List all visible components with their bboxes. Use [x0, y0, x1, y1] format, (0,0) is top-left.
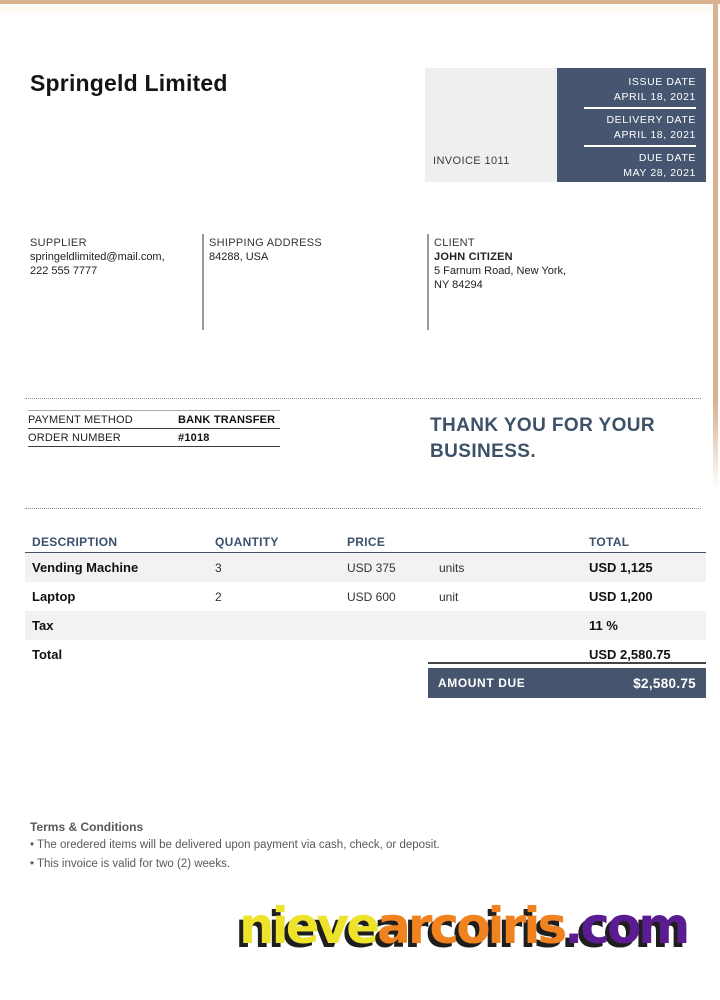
date-divider	[584, 107, 696, 109]
item-description: Laptop	[32, 589, 76, 604]
header-description: DESCRIPTION	[32, 535, 118, 549]
supplier-label: SUPPLIER	[30, 237, 87, 249]
amount-due-bar	[428, 668, 706, 698]
shipping-address-line: 84288, USA	[209, 251, 269, 263]
total-label: Total	[32, 647, 63, 662]
client-label: CLIENT	[434, 237, 475, 249]
payment-method-label: PAYMENT METHOD	[28, 413, 133, 426]
watermark-part-arcoiris: arcoiris	[377, 897, 565, 955]
supplier-email: springeldlimited@mail.com,	[30, 251, 165, 263]
order-number-row	[28, 429, 280, 447]
top-border-glow	[0, 4, 720, 13]
item-price: USD 375	[347, 560, 396, 575]
item-quantity: 3	[215, 560, 222, 575]
client-name: JOHN CITIZEN	[434, 251, 513, 263]
table-row	[25, 582, 706, 611]
items-table-header	[25, 532, 706, 553]
header-quantity: QUANTITY	[215, 535, 279, 549]
company-name: Springeld Limited	[30, 70, 228, 96]
payment-method-row	[28, 411, 280, 429]
terms-line-1: • The oredered items will be delivered upon payment via cash, check, or deposit.	[30, 839, 440, 851]
header-total: TOTAL	[589, 535, 630, 549]
item-price: USD 600	[347, 589, 396, 604]
order-number-label: ORDER NUMBER	[28, 431, 121, 444]
header-price: PRICE	[347, 535, 386, 549]
supplier-block	[30, 236, 195, 278]
items-table	[25, 532, 706, 669]
delivery-date-label: DELIVERY DATE	[606, 114, 696, 126]
watermark-logo	[239, 899, 687, 954]
due-date-value: MAY 28, 2021	[623, 167, 696, 179]
terms-line-2: • This invoice is valid for two (2) weeks.	[30, 858, 231, 870]
order-number-value: #1018	[178, 431, 210, 444]
tax-rate: 11 %	[589, 618, 618, 633]
table-row	[25, 611, 706, 640]
amount-due-value: $2,580.75	[633, 675, 696, 691]
dotted-separator	[25, 398, 701, 399]
amount-due-label: AMOUNT DUE	[438, 676, 526, 690]
date-divider	[584, 145, 696, 147]
shipping-address-block	[209, 236, 399, 264]
item-total: USD 1,125	[589, 560, 653, 575]
grand-total: USD 2,580.75	[589, 647, 671, 662]
column-divider	[202, 234, 204, 330]
thank-you-message: THANK YOU FOR YOUR BUSINESS.	[430, 415, 656, 462]
column-divider	[427, 234, 429, 330]
client-block	[434, 236, 654, 292]
supplier-phone: 222 555 7777	[30, 265, 98, 277]
invoice-number-box	[425, 68, 557, 182]
due-date-label: DUE DATE	[638, 152, 696, 164]
client-address-line2: NY 84294	[434, 279, 483, 291]
watermark-part-com: .com	[564, 897, 688, 955]
issue-date-value: APRIL 18, 2021	[613, 91, 696, 103]
dates-panel	[557, 68, 706, 182]
terms-and-conditions	[30, 819, 650, 874]
dotted-separator	[25, 508, 701, 509]
item-quantity: 2	[215, 589, 222, 604]
table-row	[25, 553, 706, 582]
invoice-number: INVOICE 1011	[433, 155, 510, 167]
amount-due-topline	[428, 662, 706, 664]
item-unit: units	[439, 560, 465, 575]
issue-date-label: ISSUE DATE	[628, 76, 696, 88]
delivery-date-value: APRIL 18, 2021	[613, 129, 696, 141]
item-description: Vending Machine	[32, 560, 139, 575]
shipping-address-label: SHIPPING ADDRESS	[209, 237, 322, 249]
payment-info-table	[28, 410, 280, 447]
item-unit: unit	[439, 589, 459, 604]
item-total: USD 1,200	[589, 589, 653, 604]
payment-method-value: BANK TRANSFER	[178, 413, 276, 426]
item-description: Tax	[32, 618, 54, 633]
table-row	[25, 640, 706, 669]
watermark-part-nieve: nieve	[239, 897, 378, 955]
right-tan-border	[713, 0, 718, 490]
client-address-line1: 5 Farnum Road, New York,	[434, 265, 567, 277]
terms-title: Terms & Conditions	[30, 820, 144, 834]
